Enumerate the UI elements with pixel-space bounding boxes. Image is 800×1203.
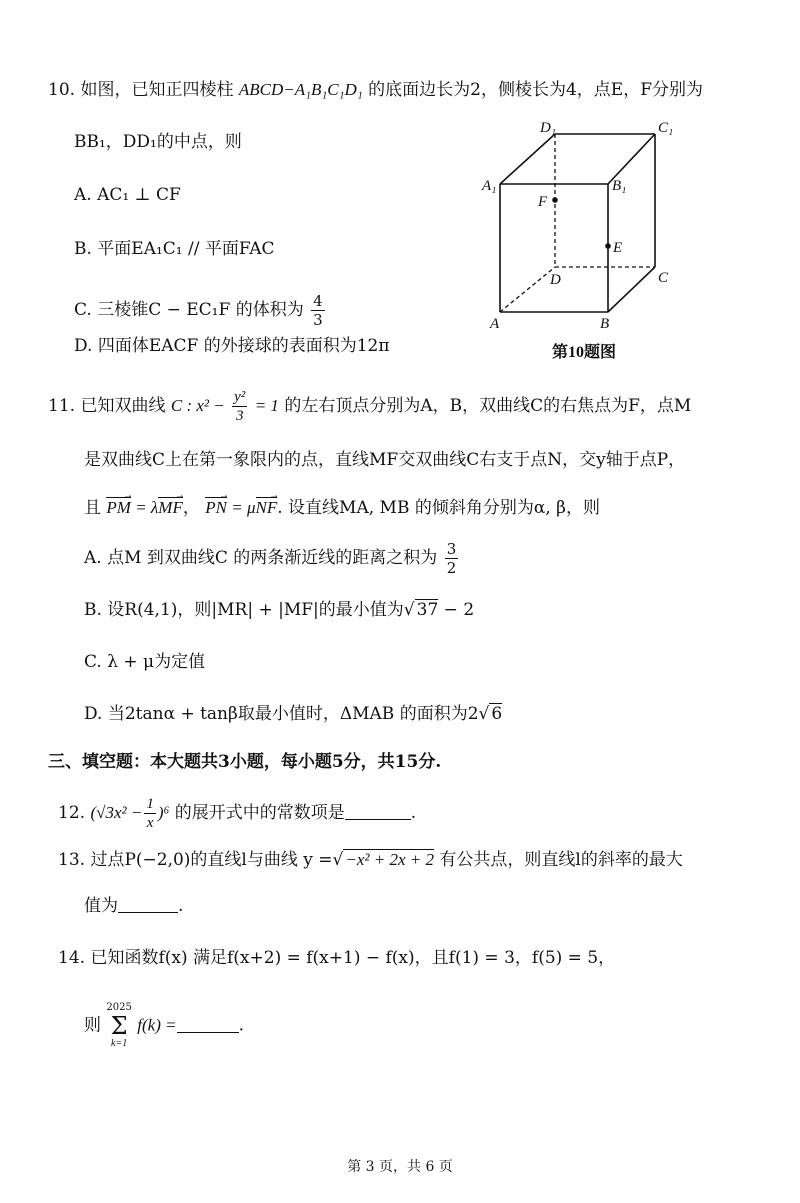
q11-option-c-text: C. λ + μ为定值 bbox=[84, 652, 206, 672]
q14-text-post: f(k) = bbox=[137, 1015, 177, 1035]
q10-option-c-numerator: 4 bbox=[313, 292, 323, 310]
q11-option-b-text: B. 设R(4,1)，则|MR| + |MF|的最小值为 bbox=[84, 600, 404, 620]
label-b: B bbox=[600, 316, 610, 332]
q11-line1 bbox=[48, 388, 691, 425]
q14-number: 14. bbox=[58, 948, 86, 968]
q10-stem-b: 的底面边长为2，侧棱长为4，点E，F分别为 bbox=[368, 80, 703, 100]
q10-option-b bbox=[74, 237, 275, 261]
label-a: A bbox=[490, 316, 500, 332]
q10-prism-figure bbox=[470, 112, 710, 364]
q10-option-c-denominator: 3 bbox=[313, 311, 323, 329]
q10-line1 bbox=[48, 78, 703, 102]
q14-summation bbox=[106, 1002, 131, 1050]
q10-stem-a: 如图，已知正四棱柱 bbox=[80, 80, 234, 100]
q14-line1-text: 已知函数f(x) 满足f(x+2) = f(x+1) − f(x)，且f(1) = 3，f(5) = 5， bbox=[90, 948, 616, 968]
q14-text-pre: 则 bbox=[84, 1015, 101, 1036]
q14-line2 bbox=[84, 1002, 244, 1050]
q11-curve-numerator: y² bbox=[234, 389, 246, 405]
q11-line2 bbox=[84, 448, 685, 472]
q10-option-a bbox=[74, 183, 181, 207]
q11-curve-rhs: = 1 bbox=[254, 396, 279, 415]
edge-ad-hidden bbox=[500, 267, 555, 312]
q10-prism: ABCD−A₁B₁C₁D₁ bbox=[238, 80, 363, 99]
q10-option-a-text: A. AC₁ ⊥ CF bbox=[74, 185, 181, 205]
q11-stem-b: 是双曲线C上在第一象限内的点，直线MF交双曲线C右支于点N，交y轴于点P， bbox=[84, 450, 686, 470]
q11-option-d: D. 当2tanα + tanβ取最小值时，ΔMAB 的面积为2√ 6 bbox=[84, 704, 503, 724]
q13-radicand: −x² + 2x + 2 bbox=[345, 850, 434, 869]
q11-mu: = μ bbox=[226, 498, 256, 517]
q10-option-d-text: D. 四面体EACF 的外接球的表面积为12π bbox=[74, 336, 390, 356]
edge-bc bbox=[608, 267, 655, 312]
q11-stem-pre: 已知双曲线 bbox=[80, 396, 166, 416]
q14-answer-blank[interactable] bbox=[177, 1016, 239, 1033]
q11-stem-c-pre: 且 bbox=[84, 498, 101, 518]
q11-number: 11. bbox=[48, 396, 76, 416]
q10-line2 bbox=[74, 130, 242, 154]
q11-option-a-denominator: 2 bbox=[446, 559, 457, 577]
q11-option-b-radicand: 37 bbox=[416, 600, 439, 620]
q11-vector-pn: PN → bbox=[205, 497, 227, 517]
label-c: C bbox=[658, 270, 669, 286]
section-3-heading: 三、填空题：本大题共3小题，每小题5分，共15分. bbox=[48, 752, 442, 772]
q14-sum-symbol: Σ bbox=[110, 1012, 128, 1040]
q12-end: . bbox=[410, 803, 417, 823]
q10-stem-c: BB₁，DD₁的中点，则 bbox=[74, 132, 242, 152]
q12-denominator: x bbox=[146, 815, 154, 831]
q12-expr-post: )⁶ bbox=[157, 803, 170, 822]
q11-lambda: = λ bbox=[130, 498, 159, 517]
label-c1: C₁ bbox=[658, 120, 674, 136]
q11-curve-lhs: C : x² − bbox=[170, 396, 225, 415]
label-f: F bbox=[538, 194, 548, 210]
q10-number: 10. bbox=[48, 80, 76, 100]
q10-option-c-fraction bbox=[311, 292, 325, 329]
q11-vector-mf: MF → bbox=[158, 497, 183, 517]
q14-sum-upper: 2025 bbox=[106, 1002, 132, 1013]
q11-option-b: B. 设R(4,1)，则|MR| + |MF|的最小值为√ 37 − 2 bbox=[84, 600, 475, 620]
q11-curve-fraction bbox=[232, 388, 247, 425]
edge-a1d1 bbox=[500, 134, 555, 184]
q10-option-c-text: C. 三棱锥C − EC₁F 的体积为 bbox=[74, 300, 304, 320]
q11-separator: ， bbox=[182, 498, 200, 518]
q12-answer-blank[interactable] bbox=[345, 803, 411, 820]
q14-end: . bbox=[238, 1015, 244, 1036]
q13-line1: 13. 过点P(−2,0)的直线l与曲线 y =√ −x² + 2x + 2 有公共点，则直线l的斜率的最大 bbox=[58, 850, 683, 870]
q11-option-d-radicand: 6 bbox=[491, 704, 503, 724]
q11-option-d-text: D. 当2tanα + tanβ取最小值时，ΔMAB 的面积为2 bbox=[84, 704, 479, 724]
q13-text-pre: 过点P(−2,0)的直线l与曲线 y = bbox=[90, 850, 333, 870]
q13-number: 13. bbox=[58, 850, 86, 870]
q14-line1 bbox=[58, 946, 615, 970]
label-a1: A₁ bbox=[482, 178, 497, 194]
label-d1: D₁ bbox=[540, 120, 557, 136]
q13-end: . bbox=[178, 896, 184, 916]
label-d: D bbox=[550, 272, 561, 288]
figure-caption: 第10题图 bbox=[552, 344, 617, 361]
q11-option-b-tail: − 2 bbox=[438, 600, 475, 620]
point-e bbox=[605, 243, 611, 249]
q11-line3 bbox=[84, 496, 600, 520]
q11-vector-nf: NF → bbox=[256, 497, 278, 517]
q11-stem-post: 的左右顶点分别为A，B，双曲线C的右焦点为F，点M bbox=[284, 396, 692, 416]
q11-stem-c-post: . 设直线MA, MB 的倾斜角分别为α, β，则 bbox=[277, 498, 600, 518]
label-b1: B₁ bbox=[612, 178, 627, 194]
q14-sum-lower: k=1 bbox=[111, 1038, 128, 1049]
q12-text: 的展开式中的常数项是 bbox=[174, 803, 345, 823]
label-e: E bbox=[613, 240, 623, 256]
page-footer: 第 3 页，共 6 页 bbox=[347, 1159, 453, 1175]
q11-vector-pm: PM → bbox=[106, 497, 131, 517]
q13-line2-text: 值为 bbox=[84, 896, 118, 916]
q12-fraction bbox=[144, 795, 156, 832]
q12-expr-pre: (√3x² − bbox=[90, 803, 143, 822]
q11-option-a bbox=[84, 540, 460, 577]
q13-line2 bbox=[84, 894, 183, 918]
q12-line bbox=[58, 795, 416, 832]
q10-option-d bbox=[74, 334, 390, 358]
q10-option-b-text: B. 平面EA₁C₁ // 平面FAC bbox=[74, 239, 275, 259]
q12-numerator: 1 bbox=[146, 796, 154, 812]
q12-number: 12. bbox=[58, 803, 86, 823]
q11-option-c bbox=[84, 650, 205, 674]
q11-option-a-numerator: 3 bbox=[446, 540, 457, 558]
q13-text-post: 有公共点，则直线l的斜率的最大 bbox=[439, 850, 683, 870]
q11-option-a-fraction bbox=[445, 540, 459, 577]
q11-curve-denominator: 3 bbox=[235, 408, 244, 424]
q10-option-c bbox=[74, 292, 327, 329]
point-f bbox=[552, 197, 558, 203]
edge-b1c1 bbox=[608, 134, 655, 184]
q13-answer-blank[interactable] bbox=[118, 896, 178, 913]
q11-option-a-text: A. 点M 到双曲线C 的两条渐近线的距离之积为 bbox=[84, 548, 438, 568]
